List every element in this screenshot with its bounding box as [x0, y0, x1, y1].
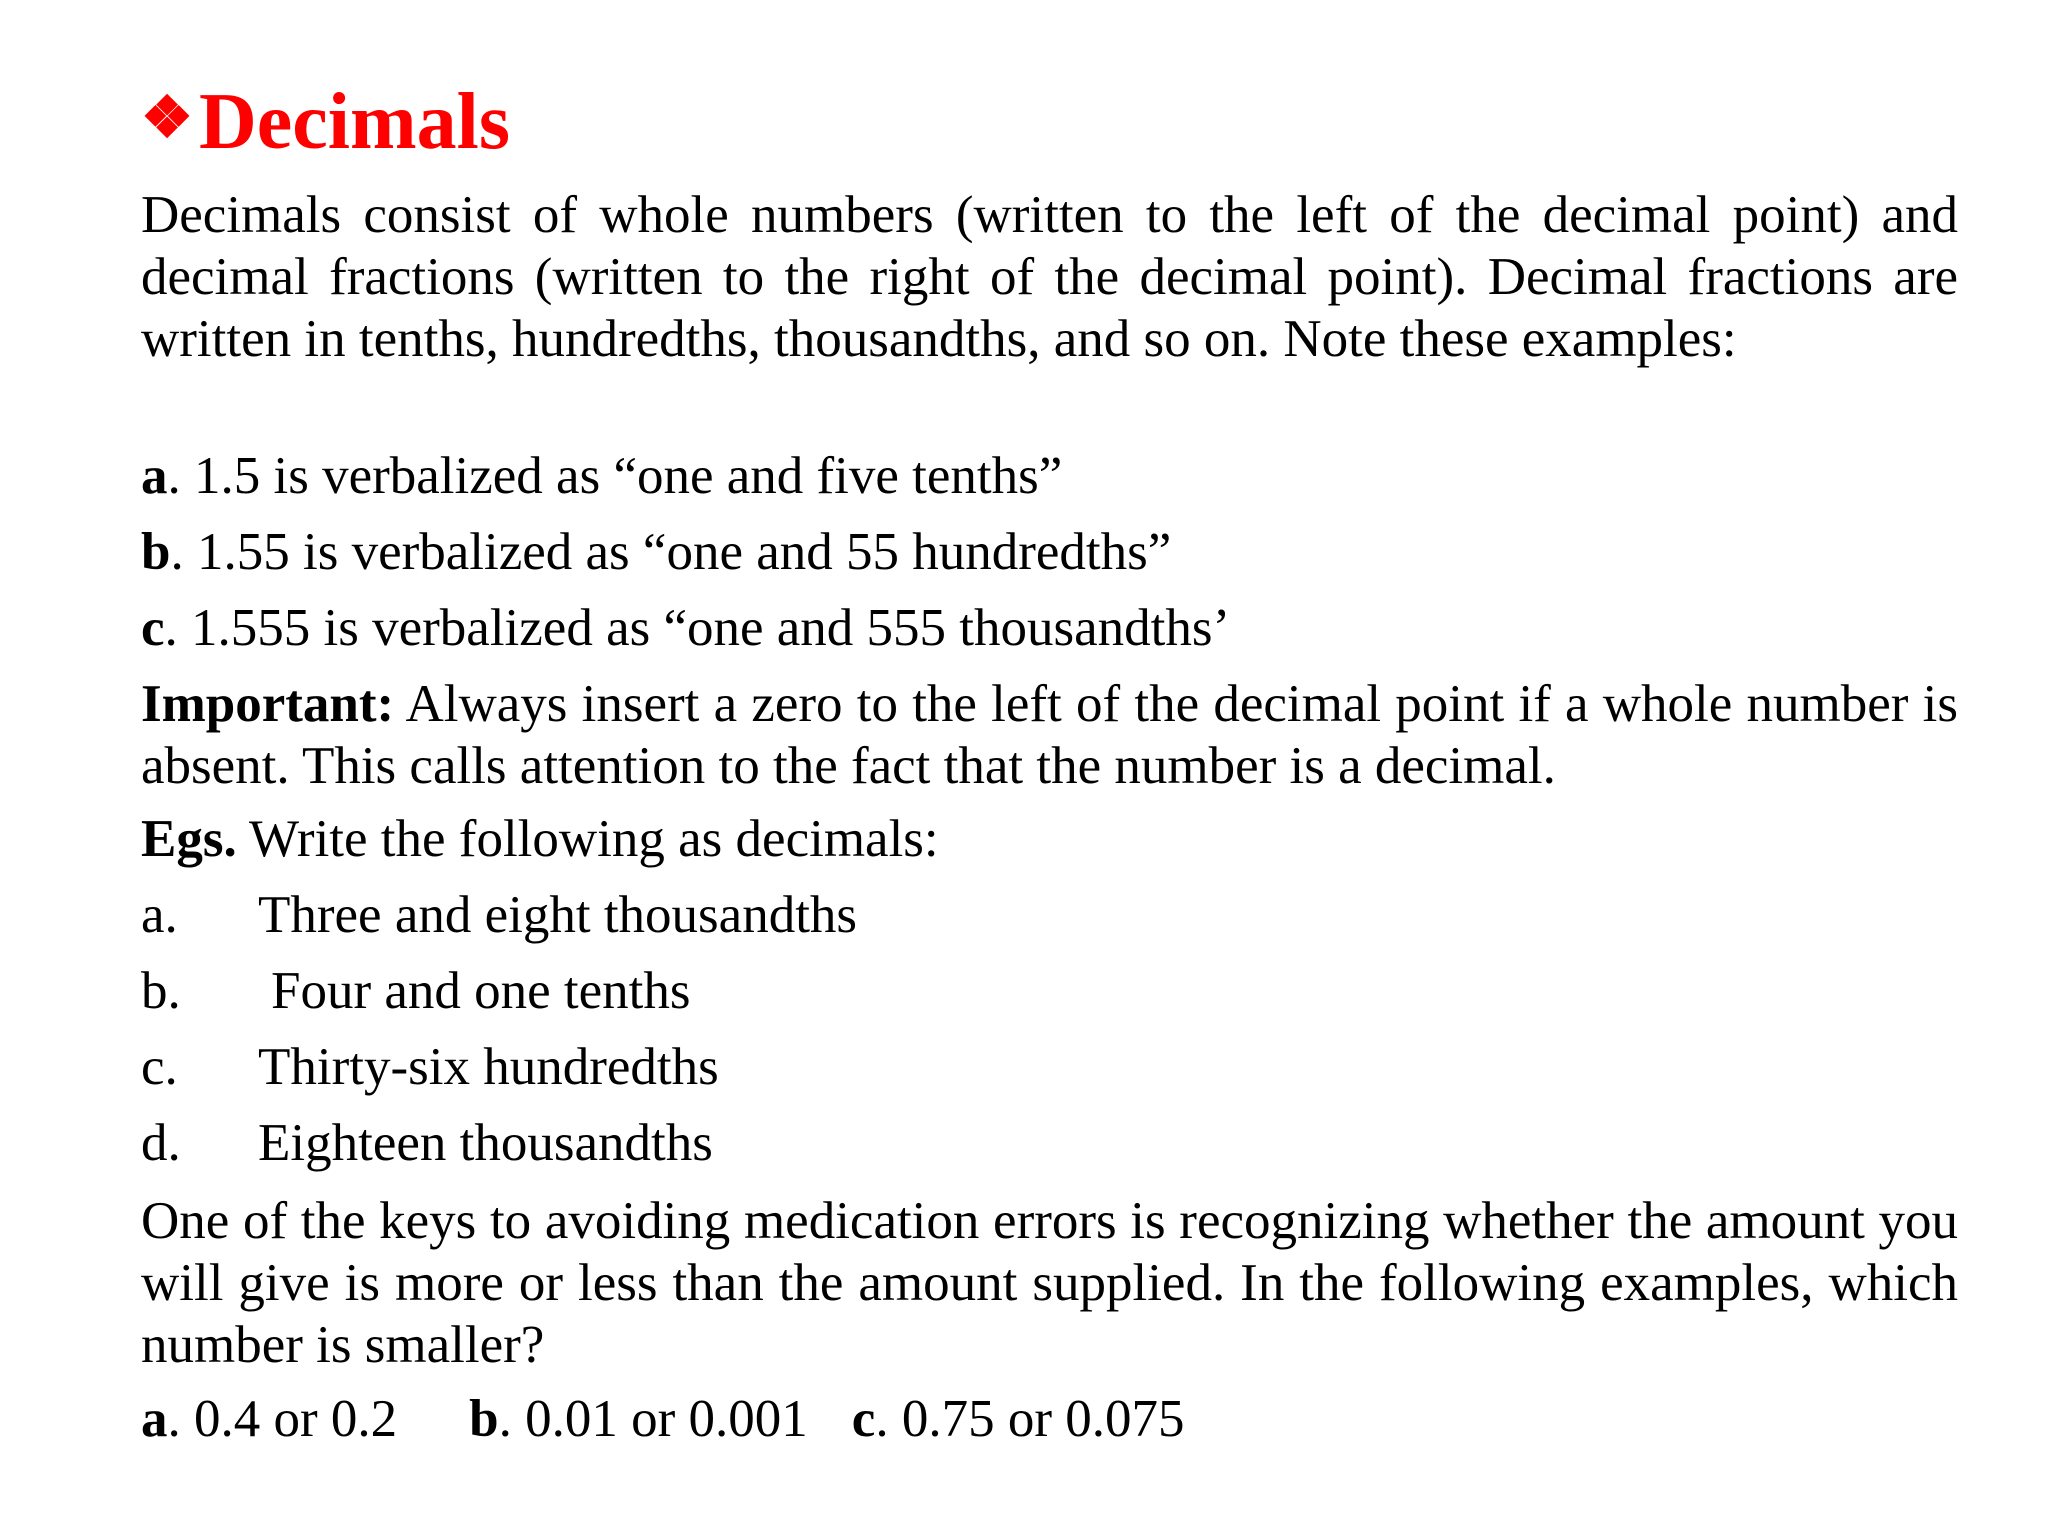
example-text: . 1.55 is verbalized as “one and 55 hundredths” [170, 523, 1172, 581]
exercise-text: Four and one tenths [271, 962, 691, 1020]
exercise-marker: d. [141, 1114, 181, 1172]
example-marker: b [141, 523, 171, 581]
exercise-item-d [141, 1112, 713, 1174]
exercise-text: Three and eight thousandths [258, 886, 858, 944]
comparison-marker: a [141, 1390, 168, 1448]
example-marker: c [141, 599, 165, 657]
comparison-row [141, 1388, 1184, 1450]
exercise-marker: a. [141, 886, 178, 944]
example-text: . 1.5 is verbalized as “one and five tenths” [167, 447, 1063, 505]
exercise-text: Eighteen thousandths [258, 1114, 713, 1172]
diamond-bullet-icon: ❖ [141, 85, 193, 150]
comparison-marker: c [851, 1390, 876, 1448]
exercise-item-c [141, 1036, 719, 1098]
slide-title [141, 72, 510, 172]
comparison-text: . 0.75 or 0.075 [875, 1390, 1185, 1448]
comparison-marker: b [469, 1390, 499, 1448]
comparison-text: . 0.4 or 0.2 [167, 1390, 398, 1448]
example-a [141, 445, 1062, 507]
important-text: Always insert a zero to the left of the decimal point if a whole number is absent. This calls attention to the fact that the number is a decimal. [141, 675, 1958, 795]
exercise-item-a [141, 884, 857, 946]
example-c [141, 597, 1230, 659]
important-paragraph [141, 673, 1958, 797]
important-label: Important: [141, 675, 395, 733]
title-text: Decimals [199, 78, 511, 166]
exercise-marker: b. [141, 962, 181, 1020]
keys-paragraph: One of the keys to avoiding medication errors is recognizing whether the amount you will give is more or less than the amount supplied. In the following examples, which number is smaller? [141, 1192, 1958, 1374]
example-text: . 1.555 is verbalized as “one and 555 thousandths’ [164, 599, 1231, 657]
intro-paragraph: Decimals consist of whole numbers (written to the left of the decimal point) and decimal fractions (written to the right of the decimal point). Decimal fractions are written in tenths, hundredths, thousandths, and so on. Note these examples: [141, 186, 1958, 368]
comparison-text: . 0.01 or 0.001 [498, 1390, 808, 1448]
egs-heading [141, 808, 939, 870]
exercise-marker: c. [141, 1038, 178, 1096]
egs-text: Write the following as decimals: [236, 810, 939, 868]
example-marker: a [141, 447, 168, 505]
exercise-item-b [141, 960, 691, 1022]
exercise-text: Thirty-six hundredths [258, 1038, 719, 1096]
egs-label: Egs. [141, 810, 237, 868]
example-b [141, 521, 1171, 583]
